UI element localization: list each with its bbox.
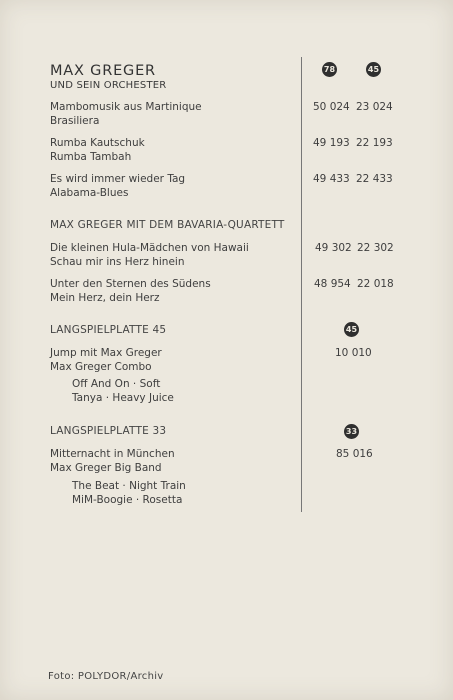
entry-title: Mambomusik aus Martinique — [50, 101, 202, 113]
catalog-number-78: 50 024 — [313, 101, 350, 113]
track-list: Off And On · Soft — [72, 378, 161, 390]
section-heading-lp33: LANGSPIELPLATTE 33 — [50, 425, 167, 437]
catalog-number-78: 48 954 — [314, 278, 351, 290]
photo-credit: Foto: POLYDOR/Archiv — [48, 671, 164, 682]
badge-45: 45 — [344, 322, 359, 337]
entry-title: Brasiliera — [50, 115, 100, 127]
catalog-number-45: 22 193 — [356, 137, 393, 149]
artist-title: MAX GREGER — [50, 63, 156, 79]
catalog-number-lp33: 85 016 — [336, 448, 373, 460]
entry-title: Jump mit Max Greger — [50, 347, 162, 359]
entry-title: Alabama-Blues — [50, 187, 129, 199]
column-divider — [301, 57, 302, 512]
entry-title: Unter den Sternen des Südens — [50, 278, 211, 290]
section-heading-bavaria: MAX GREGER MIT DEM BAVARIA-QUARTETT — [50, 219, 285, 231]
catalog-number-lp45: 10 010 — [335, 347, 372, 359]
entry-title: Es wird immer wieder Tag — [50, 173, 186, 185]
badge-45: 45 — [366, 62, 381, 77]
entry-title: Schau mir ins Herz hinein — [50, 256, 185, 268]
track-list: MiM-Boogie · Rosetta — [72, 494, 183, 506]
section-heading-lp45: LANGSPIELPLATTE 45 — [50, 324, 167, 336]
entry-title: Die kleinen Hula-Mädchen von Hawaii — [50, 242, 249, 254]
catalog-number-78: 49 193 — [313, 137, 350, 149]
catalog-number-78: 49 433 — [313, 173, 350, 185]
entry-title: Mein Herz, dein Herz — [50, 292, 160, 304]
entry-title: Rumba Tambah — [50, 151, 132, 163]
entry-title: Mitternacht in München — [50, 448, 175, 460]
catalog-number-45: 22 018 — [357, 278, 394, 290]
track-list: Tanya · Heavy Juice — [72, 392, 174, 404]
track-list: The Beat · Night Train — [72, 480, 186, 492]
entry-title: Max Greger Big Band — [50, 462, 162, 474]
entry-title: Max Greger Combo — [50, 361, 152, 373]
entry-title: Rumba Kautschuk — [50, 137, 145, 149]
badge-78: 78 — [322, 62, 337, 77]
catalog-number-45: 23 024 — [356, 101, 393, 113]
artist-subtitle: UND SEIN ORCHESTER — [50, 80, 167, 91]
catalog-number-45: 22 433 — [356, 173, 393, 185]
catalog-number-45: 22 302 — [357, 242, 394, 254]
badge-33: 33 — [344, 424, 359, 439]
catalog-number-78: 49 302 — [315, 242, 352, 254]
